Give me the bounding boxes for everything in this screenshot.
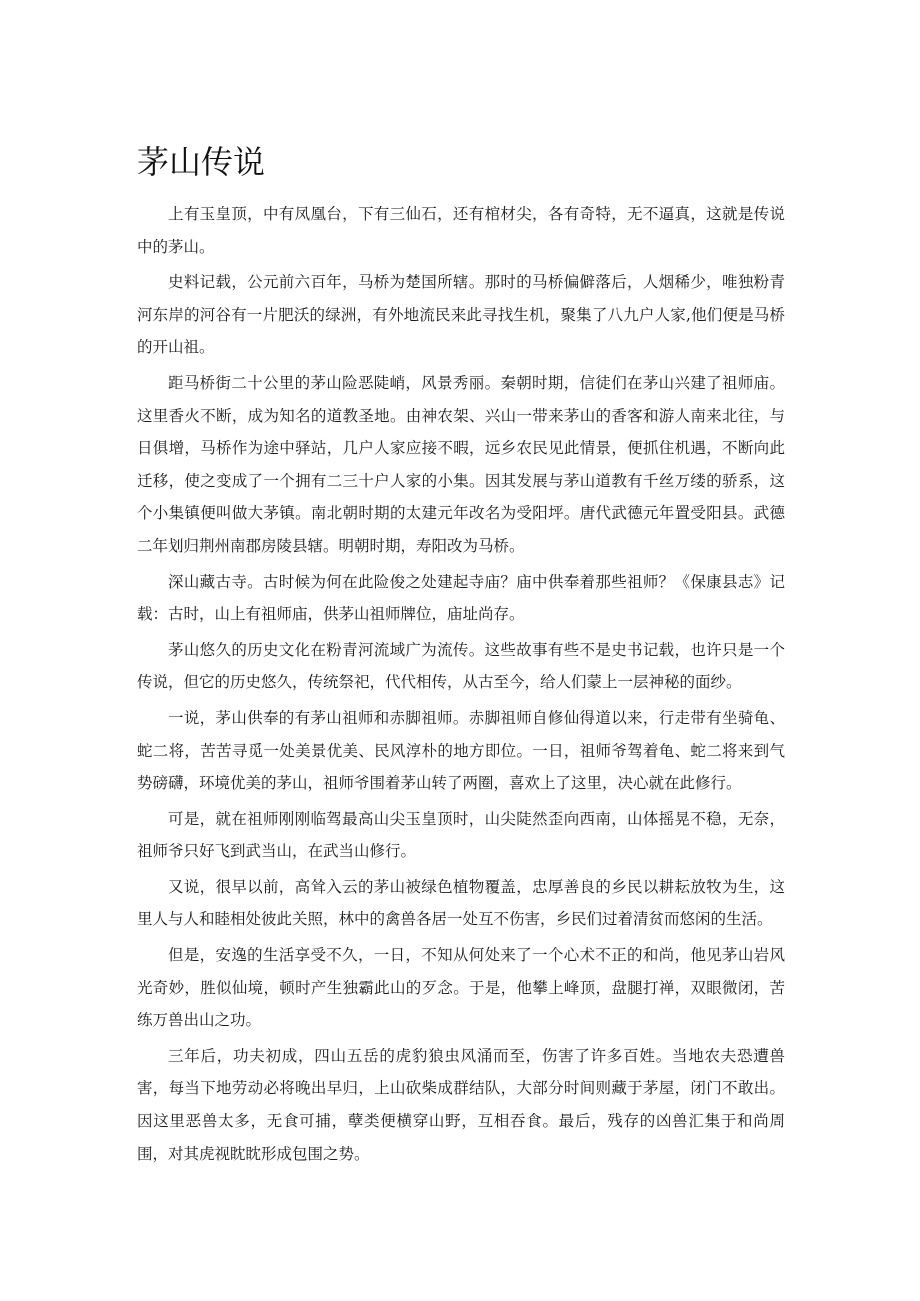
- paragraph: 但是，安逸的生活享受不久，一日，不知从何处来了一个心术不正的和尚，他见茅山岩风光奇妙，胜似仙境，顿时产生独霸此山的歹念。于是，他攀上峰顶，盘腿打禅，双眼微闭，苦练万兽出山之功。: [137, 946, 785, 1030]
- paragraph: 深山藏古寺。古时候为何在此险俊之处建起寺庙？庙中供奉着那些祖师？《保康县志》记载：古时，山上有祖师庙，供茅山祖师牌位，庙址尚存。: [137, 572, 785, 624]
- paragraph: 一说，茅山供奉的有茅山祖师和赤脚祖师。赤脚祖师自修仙得道以来，行走带有坐骑龟、蛇二将，苦苦寻觅一处美景优美、民风淳朴的地方即位。一日，祖师爷驾着龟、蛇二将来到气势磅礴，环境优美的茅山，祖师爷围着茅山转了两圈，喜欢上了这里，决心就在此修行。: [137, 708, 785, 793]
- document-title: 茅山传说: [137, 143, 266, 181]
- paragraph: 三年后，功夫初成，四山五岳的虎豹狼虫风涌而至，伤害了许多百姓。当地农夫恐遭兽害，每当下地劳动必将晚出早归，上山砍柴成群结队，大部分时间则藏于茅屋，闭门不敢出。因这里恶兽太多，无食可捕，孽类便横穿山野，互相吞食。最后，残存的凶兽汇集于和尚周围，对其虎视眈眈形成包围之势。: [137, 1046, 785, 1163]
- paragraph: 可是，就在祖师刚刚临驾最高山尖玉皇顶时，山尖陡然歪向西南，山体摇晃不稳，无奈，祖师爷只好飞到武当山，在武当山修行。: [137, 809, 785, 861]
- paragraph: 上有玉皇顶，中有凤凰台，下有三仙石，还有棺材尖，各有奇特，无不逼真，这就是传说中的茅山。: [137, 205, 785, 256]
- paragraph: 史料记载，公元前六百年，马桥为楚国所辖。那时的马桥偏僻落后，人烟稀少，唯独粉青河东岸的河谷有一片肥沃的绿洲，有外地流民来此寻找生机，聚集了八九户人家,他们便是马桥的开山祖。: [137, 273, 785, 357]
- paragraph: 又说，很早以前，高耸入云的茅山被绿色植物覆盖，忠厚善良的乡民以耕耘放牧为生，这里人与人和睦相处彼此关照，林中的禽兽各居一处互不伤害，乡民们过着清贫而悠闲的生活。: [137, 877, 785, 929]
- document-body: [137, 198, 785, 1173]
- paragraph: 茅山悠久的历史文化在粉青河流域广为流传。这些故事有些不是史书记载，也许只是一个传说，但它的历史悠久，传统祭祀，代代相传，从古至今，给人们蒙上一层神秘的面纱。: [137, 640, 785, 692]
- paragraph: 距马桥街二十公里的茅山险恶陡峭，风景秀丽。秦朝时期，信徒们在茅山兴建了祖师庙。这里香火不断，成为知名的道教圣地。由神农架、兴山一带来茅山的香客和游人南来北往，与日俱增，马桥作为途中驿站，几户人家应接不暇，远乡农民见此情景，便抓住机遇，不断向此迁移，使之变成了一个拥有二三十户人家的小集。因其发展与茅山道教有千丝万缕的骄系，这个小集镇便叫做大茅镇。南北朝时期的太建元年改名为受阳坪。唐代武德元年置受阳县。武德二年划归荆州南郡房陵县辖。明朝时期，寿阳改为马桥。: [137, 373, 785, 555]
